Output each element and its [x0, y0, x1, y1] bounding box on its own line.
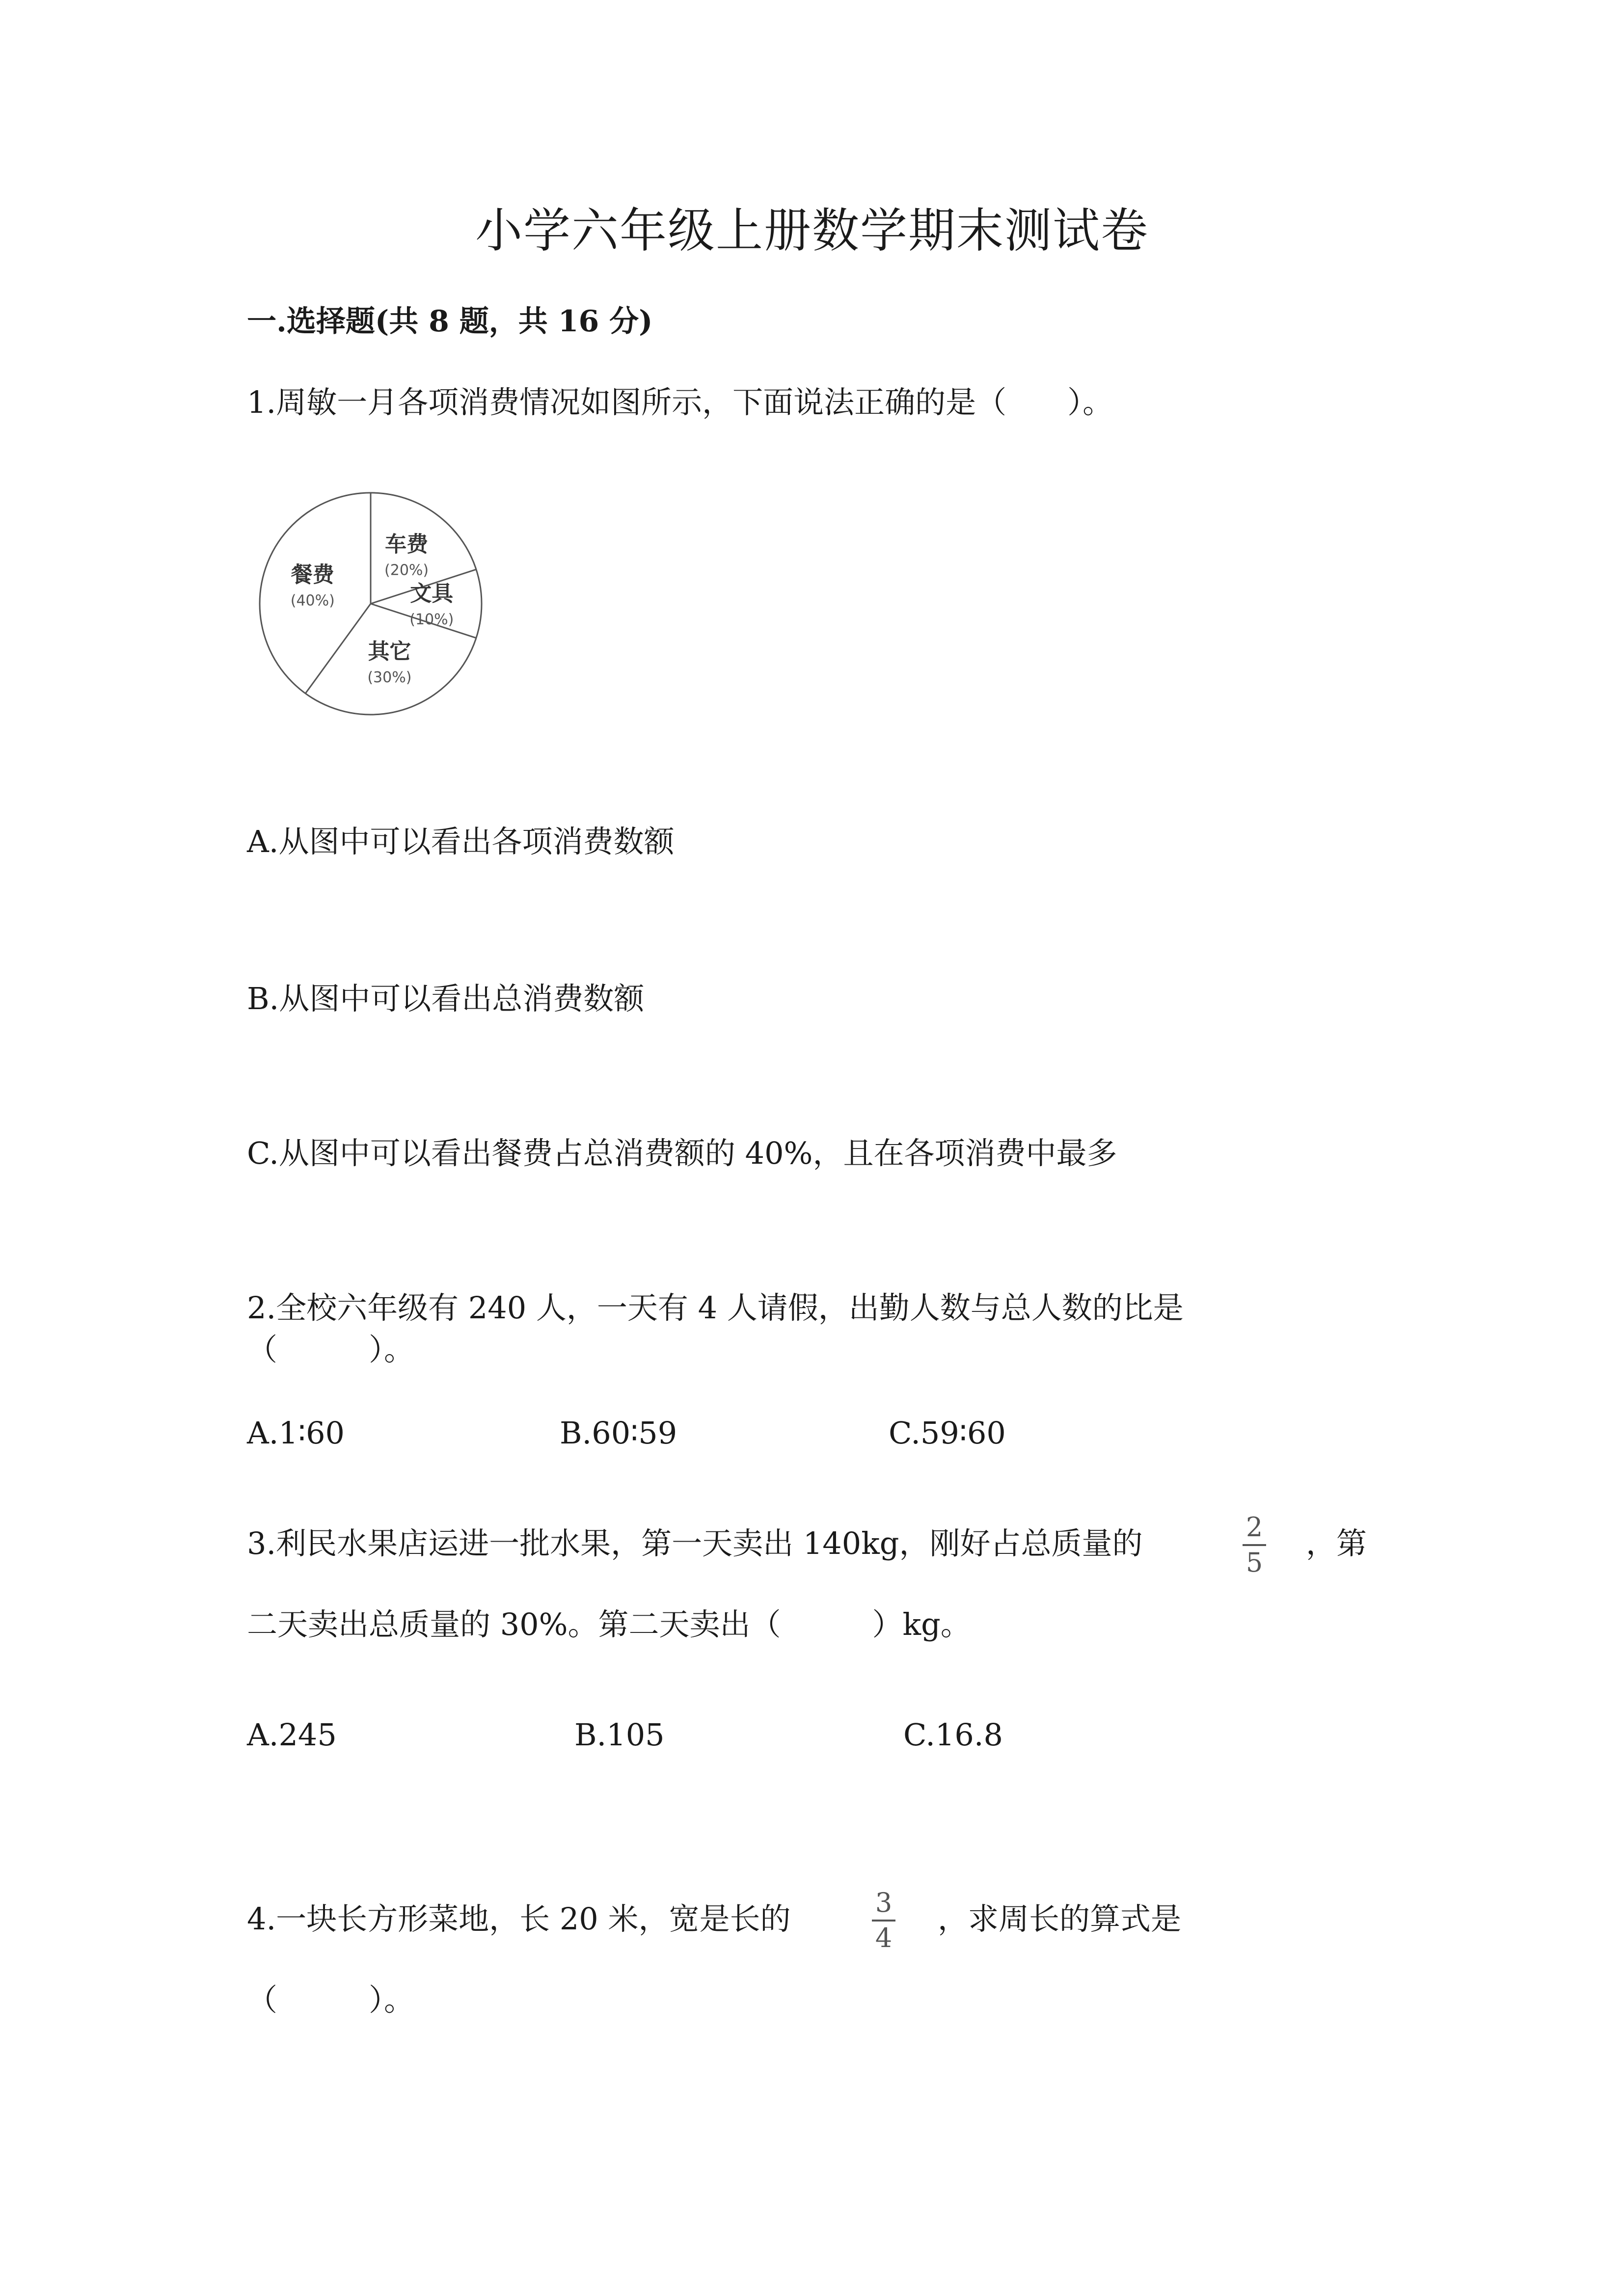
question-4-text-line1: 4.一块长方形菜地，长 20 米，宽是长的 — [247, 1901, 791, 1937]
fraction-numerator: 2 — [1245, 1512, 1263, 1543]
pie-slice-percent: (20%) — [384, 561, 429, 579]
question-2-option-c: C.59∶60 — [889, 1415, 1006, 1451]
pie-slice-boundary — [305, 604, 371, 694]
question-3-fraction — [1240, 1512, 1269, 1578]
question-1-option-b: B.从图中可以看出总消费数额 — [247, 981, 645, 1016]
question-3-text-line2: 二天卖出总质量的 30%。第二天卖出（ ）kg。 — [247, 1606, 971, 1642]
section-heading: 一.选择题(共 8 题，共 16 分) — [247, 304, 653, 339]
question-4-text-line2: （ ）。 — [247, 1982, 415, 2018]
question-2-text-line2: （ ）。 — [247, 1332, 415, 1367]
pie-slice-label: 车费 — [385, 532, 429, 557]
pie-slice-percent: (40%) — [290, 592, 335, 610]
pie-slice-label: 餐费 — [291, 562, 334, 587]
fraction-numerator: 3 — [875, 1887, 893, 1918]
fraction-bar — [872, 1920, 895, 1922]
pie-slice-label: 其它 — [368, 639, 411, 665]
pie-chart — [253, 486, 488, 721]
fraction-denominator: 5 — [1245, 1547, 1263, 1578]
pie-labels — [291, 532, 455, 686]
question-2-option-b: B.60∶59 — [560, 1415, 677, 1451]
page-title: 小学六年级上册数学期末测试卷 — [475, 203, 1149, 258]
pie-slice-percent: (10%) — [409, 611, 454, 628]
question-4-fraction — [869, 1887, 898, 1954]
question-3-text-line1-end: ，第 — [1306, 1525, 1367, 1561]
question-3-text-line1: 3.利民水果店运进一批水果，第一天卖出 140kg，刚好占总质量的 — [247, 1525, 1143, 1561]
question-3-option-a: A.245 — [247, 1717, 337, 1753]
question-1-option-c: C.从图中可以看出餐费占总消费额的 40%，且在各项消费中最多 — [247, 1135, 1117, 1171]
question-1-text: 1.周敏一月各项消费情况如图所示，下面说法正确的是（ ）。 — [247, 384, 1113, 420]
question-2-option-a: A.1∶60 — [247, 1415, 345, 1451]
pie-slice-label: 文具 — [410, 581, 454, 606]
question-3-option-c: C.16.8 — [903, 1717, 1003, 1753]
question-1-option-a: A.从图中可以看出各项消费数额 — [247, 824, 675, 859]
question-2-text-line1: 2.全校六年级有 240 人，一天有 4 人请假，出勤人数与总人数的比是 — [247, 1290, 1184, 1326]
question-4-text-line1-end: ，求周长的算式是 — [938, 1901, 1182, 1937]
question-3-option-b: B.105 — [574, 1717, 665, 1753]
pie-slice-percent: (30%) — [367, 669, 412, 687]
fraction-denominator: 4 — [875, 1922, 893, 1953]
fraction-bar — [1243, 1544, 1266, 1546]
